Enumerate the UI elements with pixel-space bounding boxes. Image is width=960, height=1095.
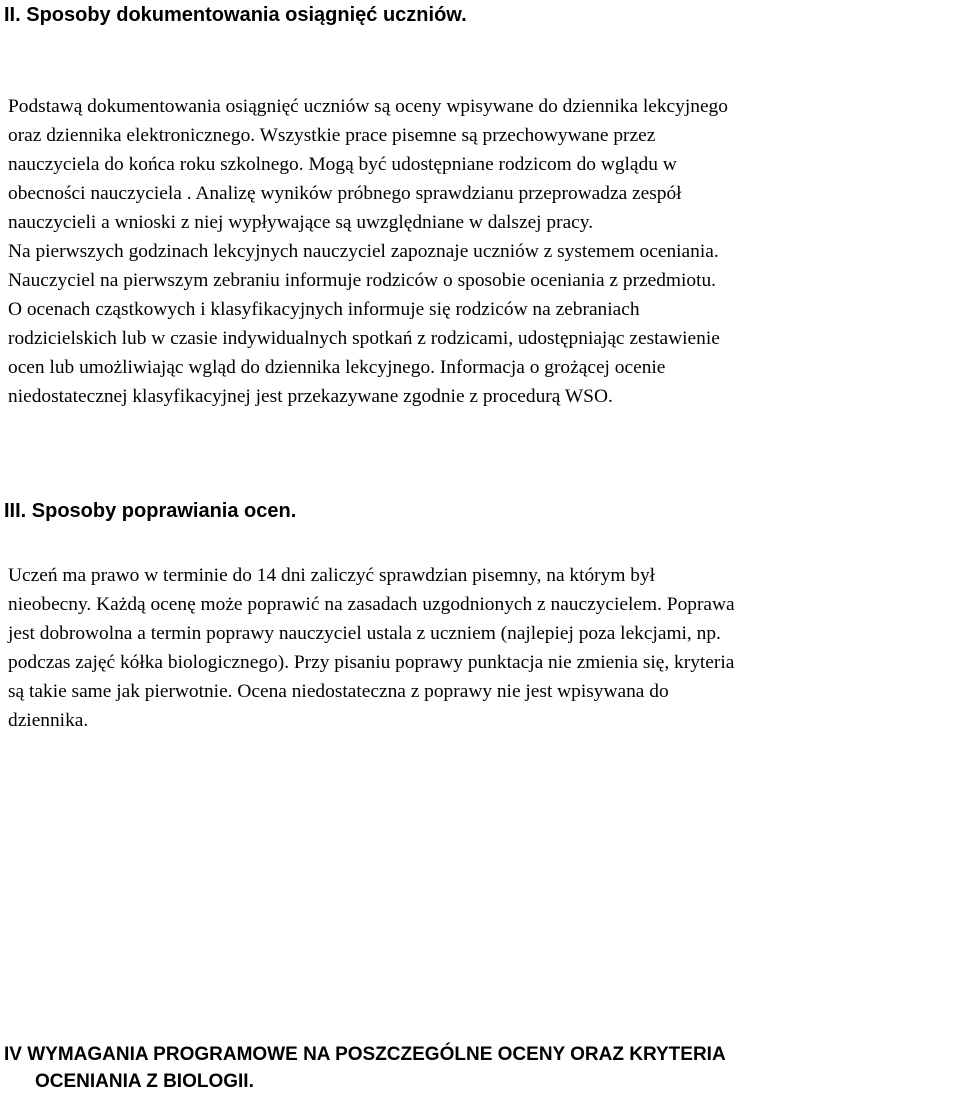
- paragraph-line: ocen lub umożliwiając wgląd do dziennika lekcyjnego. Informacja o grożącej ocenie: [8, 357, 666, 378]
- heading-text: III. Sposoby poprawiania ocen.: [4, 500, 297, 522]
- section-3-heading: [4, 498, 296, 524]
- section-4-heading: [4, 1041, 726, 1095]
- heading-line: IV WYMAGANIA PROGRAMOWE NA POSZCZEGÓLNE OCENY ORAZ KRYTERIA: [4, 1044, 726, 1065]
- paragraph-line: Podstawą dokumentowania osiągnięć uczniów są oceny wpisywane do dziennika lekcyjnego: [8, 96, 728, 117]
- paragraph-line: Nauczyciel na pierwszym zebraniu informuje rodziców o sposobie oceniania z przedmiotu.: [8, 270, 717, 291]
- section-2-paragraph: [8, 92, 728, 411]
- paragraph-line: nauczyciela do końca roku szkolnego. Mogą być udostępniane rodzicom do wglądu w: [8, 154, 677, 175]
- section-3-paragraph: [8, 561, 735, 735]
- paragraph-line: oraz dziennika elektronicznego. Wszystkie prace pisemne są przechowywane przez: [8, 125, 656, 146]
- paragraph-line: Uczeń ma prawo w terminie do 14 dni zaliczyć sprawdzian pisemny, na którym był: [8, 565, 656, 586]
- heading-line: OCENIANIA Z BIOLOGII.: [35, 1071, 254, 1092]
- paragraph-line: niedostatecznej klasyfikacyjnej jest przekazywane zgodnie z procedurą WSO.: [8, 386, 613, 407]
- paragraph-line: Na pierwszych godzinach lekcyjnych nauczyciel zapoznaje uczniów z systemem oceniania.: [8, 241, 719, 262]
- paragraph-line: dziennika.: [8, 710, 89, 731]
- paragraph-line: obecności nauczyciela . Analizę wyników próbnego sprawdzianu przeprowadza zespół: [8, 183, 682, 204]
- paragraph-line: jest dobrowolna a termin poprawy nauczyciel ustala z uczniem (najlepiej poza lekcjami, np.: [8, 623, 721, 644]
- paragraph-line: nauczycieli a wnioski z niej wypływające są uwzględniane w dalszej pracy.: [8, 212, 594, 233]
- section-2-heading: [4, 2, 467, 28]
- paragraph-line: rodzicielskich lub w czasie indywidualnych spotkań z rodzicami, udostępniając zestawienie: [8, 328, 720, 349]
- paragraph-line: nieobecny. Każdą ocenę może poprawić na zasadach uzgodnionych z nauczycielem. Poprawa: [8, 594, 735, 615]
- heading-text: II. Sposoby dokumentowania osiągnięć uczniów.: [4, 4, 467, 26]
- paragraph-line: O ocenach cząstkowych i klasyfikacyjnych informuje się rodziców na zebraniach: [8, 299, 640, 320]
- paragraph-line: podczas zajęć kółka biologicznego). Przy pisaniu poprawy punktacja nie zmienia się, kryteria: [8, 652, 735, 673]
- paragraph-line: są takie same jak pierwotnie. Ocena niedostateczna z poprawy nie jest wpisywana do: [8, 681, 669, 702]
